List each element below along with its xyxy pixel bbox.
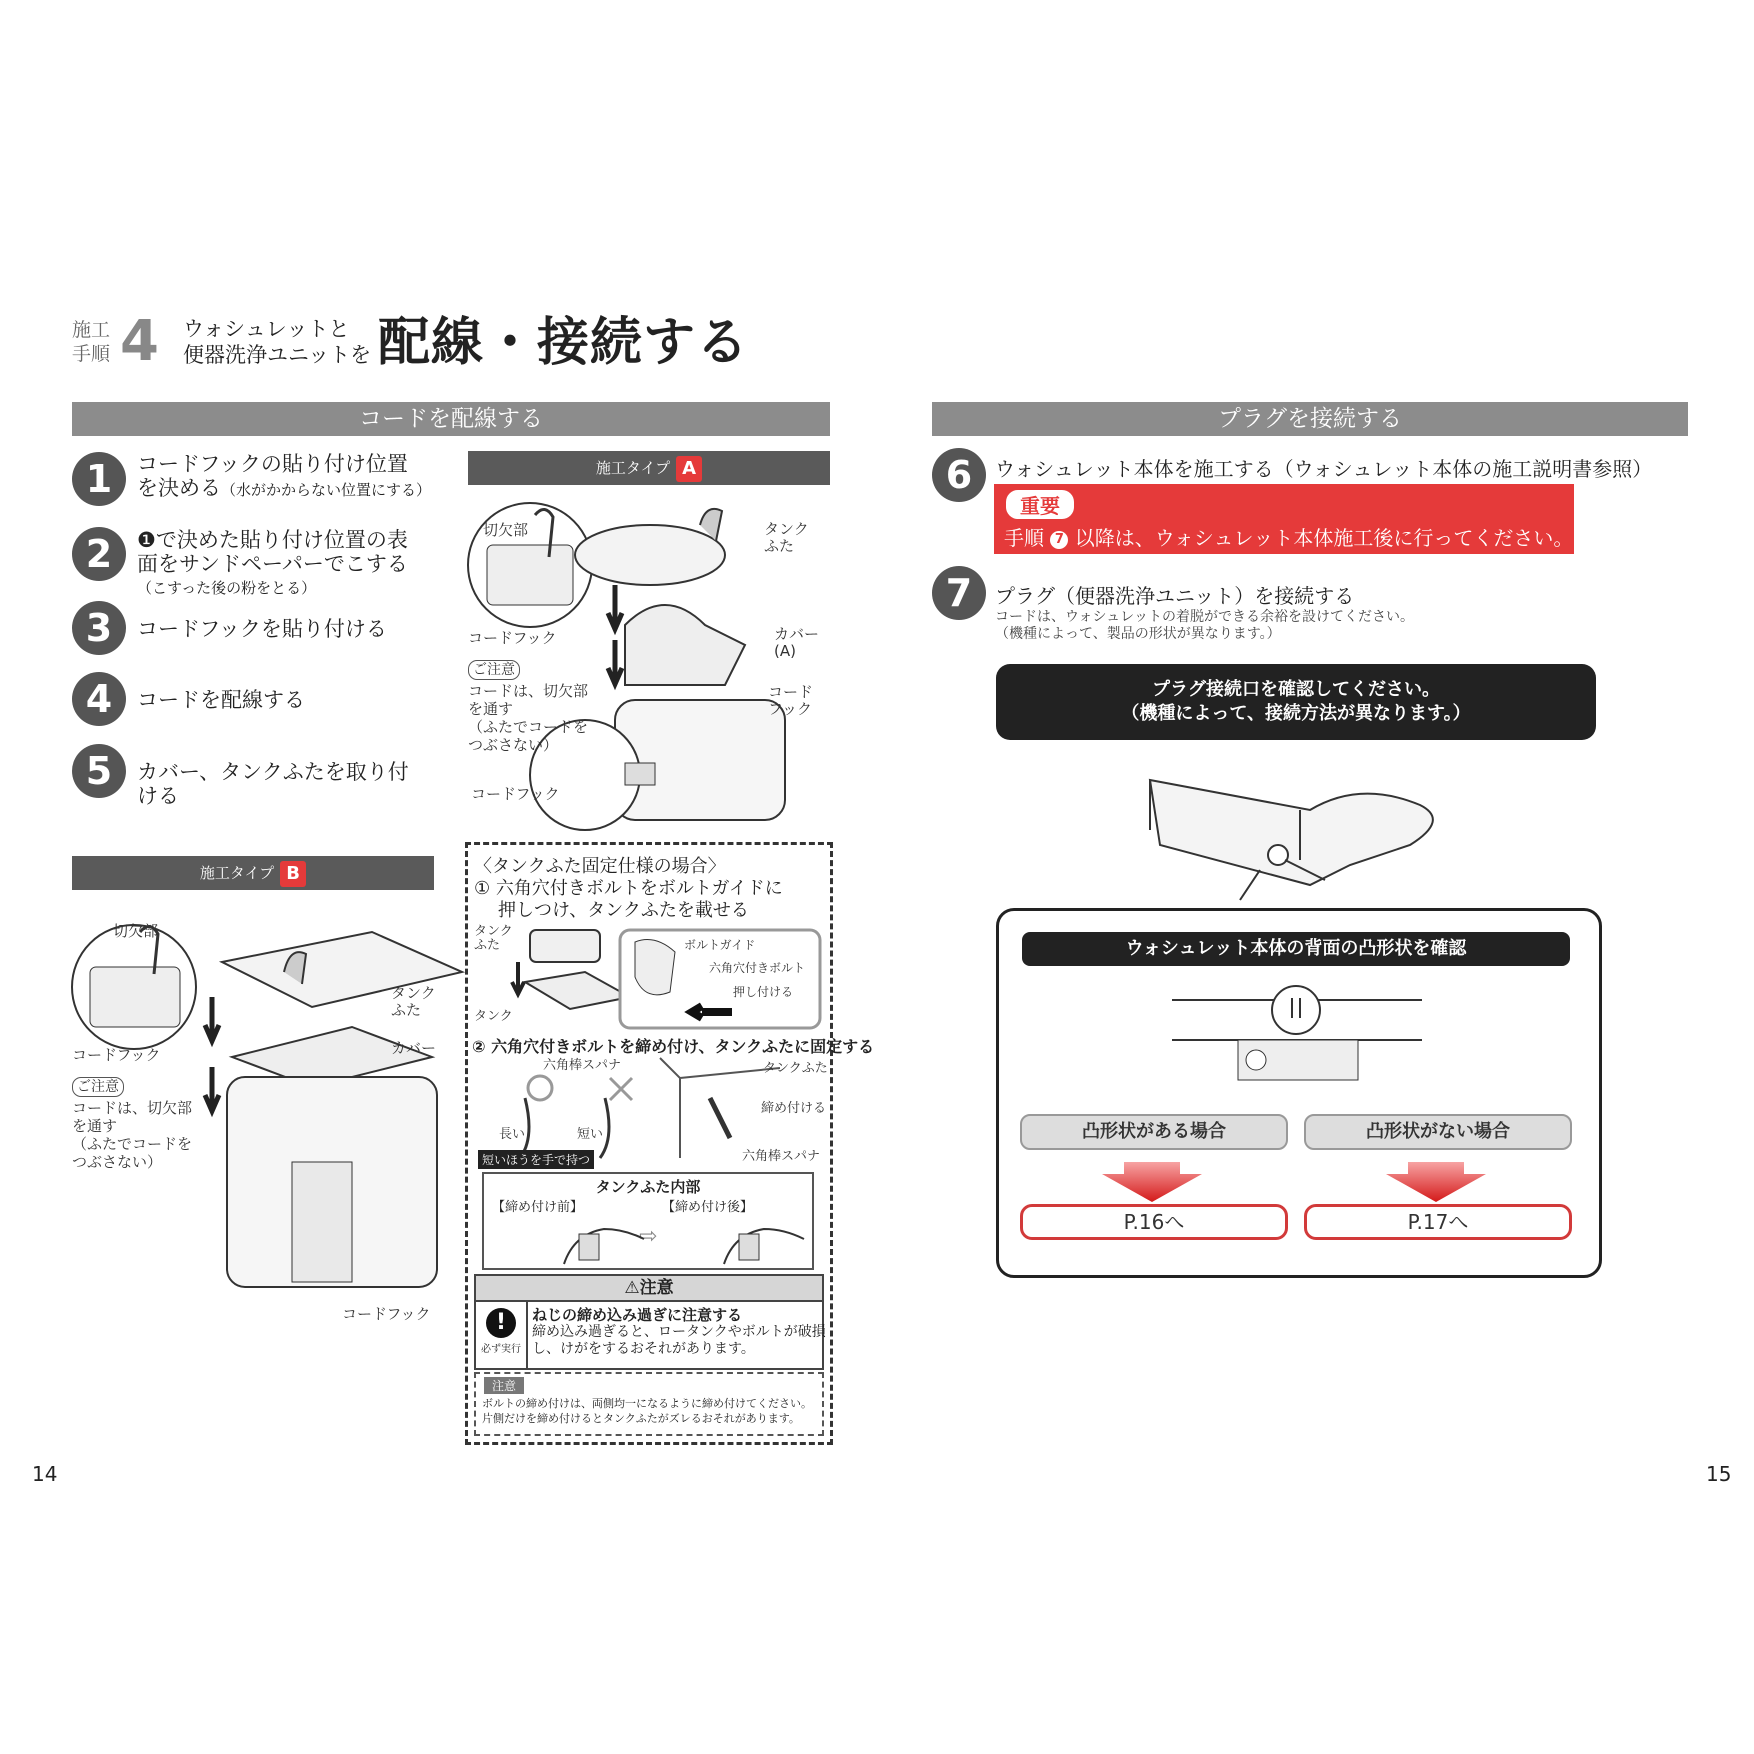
warning-heading: ねじの締め込み過ぎに注意する: [532, 1306, 743, 1324]
fixed-lid-label-hex-wrench2: 六角棒スパナ: [742, 1149, 821, 1164]
type-a-label-kirikakibu: 切欠部: [483, 521, 529, 539]
fixed-lid-step1-line2: 押しつけ、タンクふたを載せる: [498, 900, 749, 921]
important-box: [994, 484, 1574, 554]
type-b-label-code-hook-2: コードフック: [342, 1305, 431, 1323]
step-2-text: [137, 528, 408, 600]
arrow-down-icon: [1386, 1162, 1486, 1202]
warning-title: ⚠注意: [476, 1276, 822, 1302]
type-b-label-code-hook-1: コードフック: [72, 1046, 161, 1064]
tank-lid-inner-illustration: [484, 1174, 812, 1268]
type-b-caution-text: コードは、切欠部 を通す （ふたでコードを つぶさない）: [72, 1099, 193, 1171]
banner-line2: （機種によって、接続方法が異なります。）: [1121, 703, 1471, 724]
step-2-line1: ❶で決めた貼り付け位置の表: [137, 528, 408, 552]
go-page-17-link[interactable]: P.17へ: [1304, 1204, 1572, 1240]
banner-line1: プラグ接続口を確認してください。: [1152, 679, 1440, 700]
important-line: [1004, 522, 1573, 551]
page-title: 配線・接続する: [378, 313, 750, 373]
arrow-right-icon: ⇨: [639, 1224, 658, 1249]
type-a-letter: A: [676, 456, 702, 482]
arrow-down-icon: [1102, 1162, 1202, 1202]
type-a-label-code-hook-right: コード フック: [768, 683, 814, 718]
fixed-lid-label-tank: タンク: [474, 1009, 513, 1024]
type-b-bar: [72, 856, 434, 890]
step-1-number: 1: [72, 452, 126, 506]
fixed-lid-step1: [474, 878, 783, 922]
section-bar-wiring: コードを配線する: [72, 402, 830, 436]
important-step-num: 7: [1050, 531, 1068, 549]
fixed-lid-label-push: 押し付ける: [733, 985, 794, 999]
header-step-number: 4: [120, 309, 159, 374]
type-b-label-kirikakibu: 切欠部: [113, 922, 159, 940]
type-a-bar: [468, 451, 830, 485]
step-2-note: （こすった後の粉をとる）: [137, 579, 317, 597]
protrusion-illustration: [1168, 980, 1422, 1086]
type-b-caution: [72, 1077, 192, 1171]
note-text: ボルトの締め付けは、両側均一になるように締め付けてください。 片側だけを締め付けるとタンクふたがズレるおそれがあります。: [482, 1397, 812, 1425]
washlet-back-illustration: [1140, 760, 1450, 910]
step-4-number: 4: [72, 672, 126, 726]
step-2-number: 2: [72, 527, 126, 581]
subtitle-line2: 便器洗浄ユニットを: [183, 343, 372, 367]
note-tag: 注意: [484, 1377, 524, 1394]
kicker-line1: 施工: [72, 319, 111, 341]
type-a-caution: [468, 660, 588, 754]
step-2-line2: 面をサンドペーパーでこする: [137, 552, 408, 576]
step-7-note: [995, 609, 1414, 643]
step-5-text: [137, 760, 409, 808]
step-3-text: コードフックを貼り付ける: [137, 617, 387, 641]
type-b-caution-tag: ご注意: [72, 1077, 124, 1097]
tank-lid-inner-after: 【締め付け後】: [662, 1200, 754, 1215]
case-yes-pill: 凸形状がある場合: [1020, 1114, 1288, 1150]
step-7-text: プラグ（便器洗浄ユニット）を接続する: [995, 584, 1355, 608]
fixed-lid-label-tank-futa: タンク ふた: [474, 924, 513, 953]
step-1-line2: を決める: [137, 476, 221, 500]
warning-icon-cell: [476, 1302, 528, 1368]
fixed-lid-label-tighten: 締め付ける: [761, 1101, 827, 1116]
type-b-label-cover: カバー: [391, 1039, 437, 1057]
step-7-note2: （機種によって、製品の形状が異なります。）: [995, 626, 1281, 642]
type-a-caution-tag: ご注意: [468, 660, 520, 680]
type-a-caution-text: コードは、切欠部 を通す （ふたでコードを つぶさない）: [468, 682, 589, 754]
step-4-text: コードを配線する: [137, 688, 305, 712]
fixed-lid-label-bolt-guide: ボルトガイド: [684, 938, 756, 952]
important-tag: 重要: [1006, 490, 1074, 519]
warning-box: [474, 1274, 824, 1370]
note-box: [474, 1372, 824, 1436]
type-b-letter: B: [280, 861, 306, 887]
type-a-label-code-hook-1: コードフック: [468, 629, 557, 647]
fixed-lid-label-hex-bolt: 六角穴付きボルト: [709, 961, 806, 975]
case-no-pill: 凸形状がない場合: [1304, 1114, 1572, 1150]
type-a-label: 施工タイプ: [595, 459, 671, 477]
step-6-text: ウォシュレット本体を施工する（ウォシュレット本体の施工説明書参照）: [995, 457, 1653, 481]
important-text: 以降は、ウォシュレット本体施工後に行ってください。: [1074, 526, 1574, 550]
step-5-line1: カバー、タンクふたを取り付: [137, 760, 409, 784]
page-number-left: 14: [32, 1462, 58, 1486]
tank-lid-inner-box: [482, 1172, 814, 1270]
warning-text: 締め込み過ぎると、ロータンクやボルトが破損 し、けがをするおそれがあります。: [532, 1324, 826, 1357]
kicker-line2: 手順: [72, 343, 111, 365]
type-a-label-code-hook-2: コードフック: [471, 785, 560, 803]
fixed-lid-label-short: 短い: [577, 1127, 604, 1142]
exclamation-icon: !: [486, 1308, 516, 1338]
step-5-line2: ける: [137, 784, 179, 808]
fixed-lid-step1-illustration: [470, 922, 825, 1032]
section-bar-plug: プラグを接続する: [932, 402, 1688, 436]
step-7-note1: コードは、ウォシュレットの着脱ができる余裕を設けてください。: [995, 609, 1415, 625]
fixed-lid-heading: 〈タンクふた固定仕様の場合〉: [474, 856, 726, 877]
step-3-number: 3: [72, 601, 126, 655]
step-1-line1: コードフックの貼り付け位置: [137, 452, 408, 476]
important-prefix: 手順: [1004, 526, 1044, 550]
type-b-label-tank-futa: タンク ふた: [391, 984, 436, 1019]
check-bar: ウォシュレット本体の背面の凸形状を確認: [1022, 932, 1570, 966]
fixed-lid-label-hold-short: 短いほうを手で持つ: [478, 1150, 594, 1169]
step-1-note: （水がかからない位置にする）: [221, 481, 432, 499]
fixed-lid-label-hex-wrench: 六角棒スパナ: [543, 1058, 622, 1073]
connection-banner: [996, 664, 1596, 740]
step-6-number: 6: [932, 448, 986, 502]
type-b-label: 施工タイプ: [199, 864, 275, 882]
fixed-lid-label-long: 長い: [499, 1127, 526, 1142]
fixed-lid-label-tank-futa2: タンクふた: [763, 1061, 828, 1076]
step-5-number: 5: [72, 744, 126, 798]
header-subtitle: [183, 316, 371, 368]
type-a-label-cover: カバー (A): [774, 625, 820, 660]
step-1-text: [137, 452, 431, 502]
fixed-lid-step2: ② 六角穴付きボルトを締め付け、タンクふたに固定する: [472, 1037, 875, 1056]
subtitle-line1: ウォシュレットと: [183, 317, 350, 341]
page-number-right: 15: [1706, 1462, 1732, 1486]
step-7-number: 7: [932, 566, 986, 620]
warning-must: 必ず実行: [481, 1344, 521, 1355]
tank-lid-inner-title: タンクふた内部: [595, 1178, 701, 1196]
fixed-lid-step1-line1: ① 六角穴付きボルトをボルトガイドに: [474, 878, 783, 899]
header-kicker: [72, 318, 110, 366]
tank-lid-inner-before: 【締め付け前】: [492, 1200, 584, 1215]
type-a-label-tank-futa: タンク ふた: [764, 520, 809, 555]
go-page-16-link[interactable]: P.16へ: [1020, 1204, 1288, 1240]
